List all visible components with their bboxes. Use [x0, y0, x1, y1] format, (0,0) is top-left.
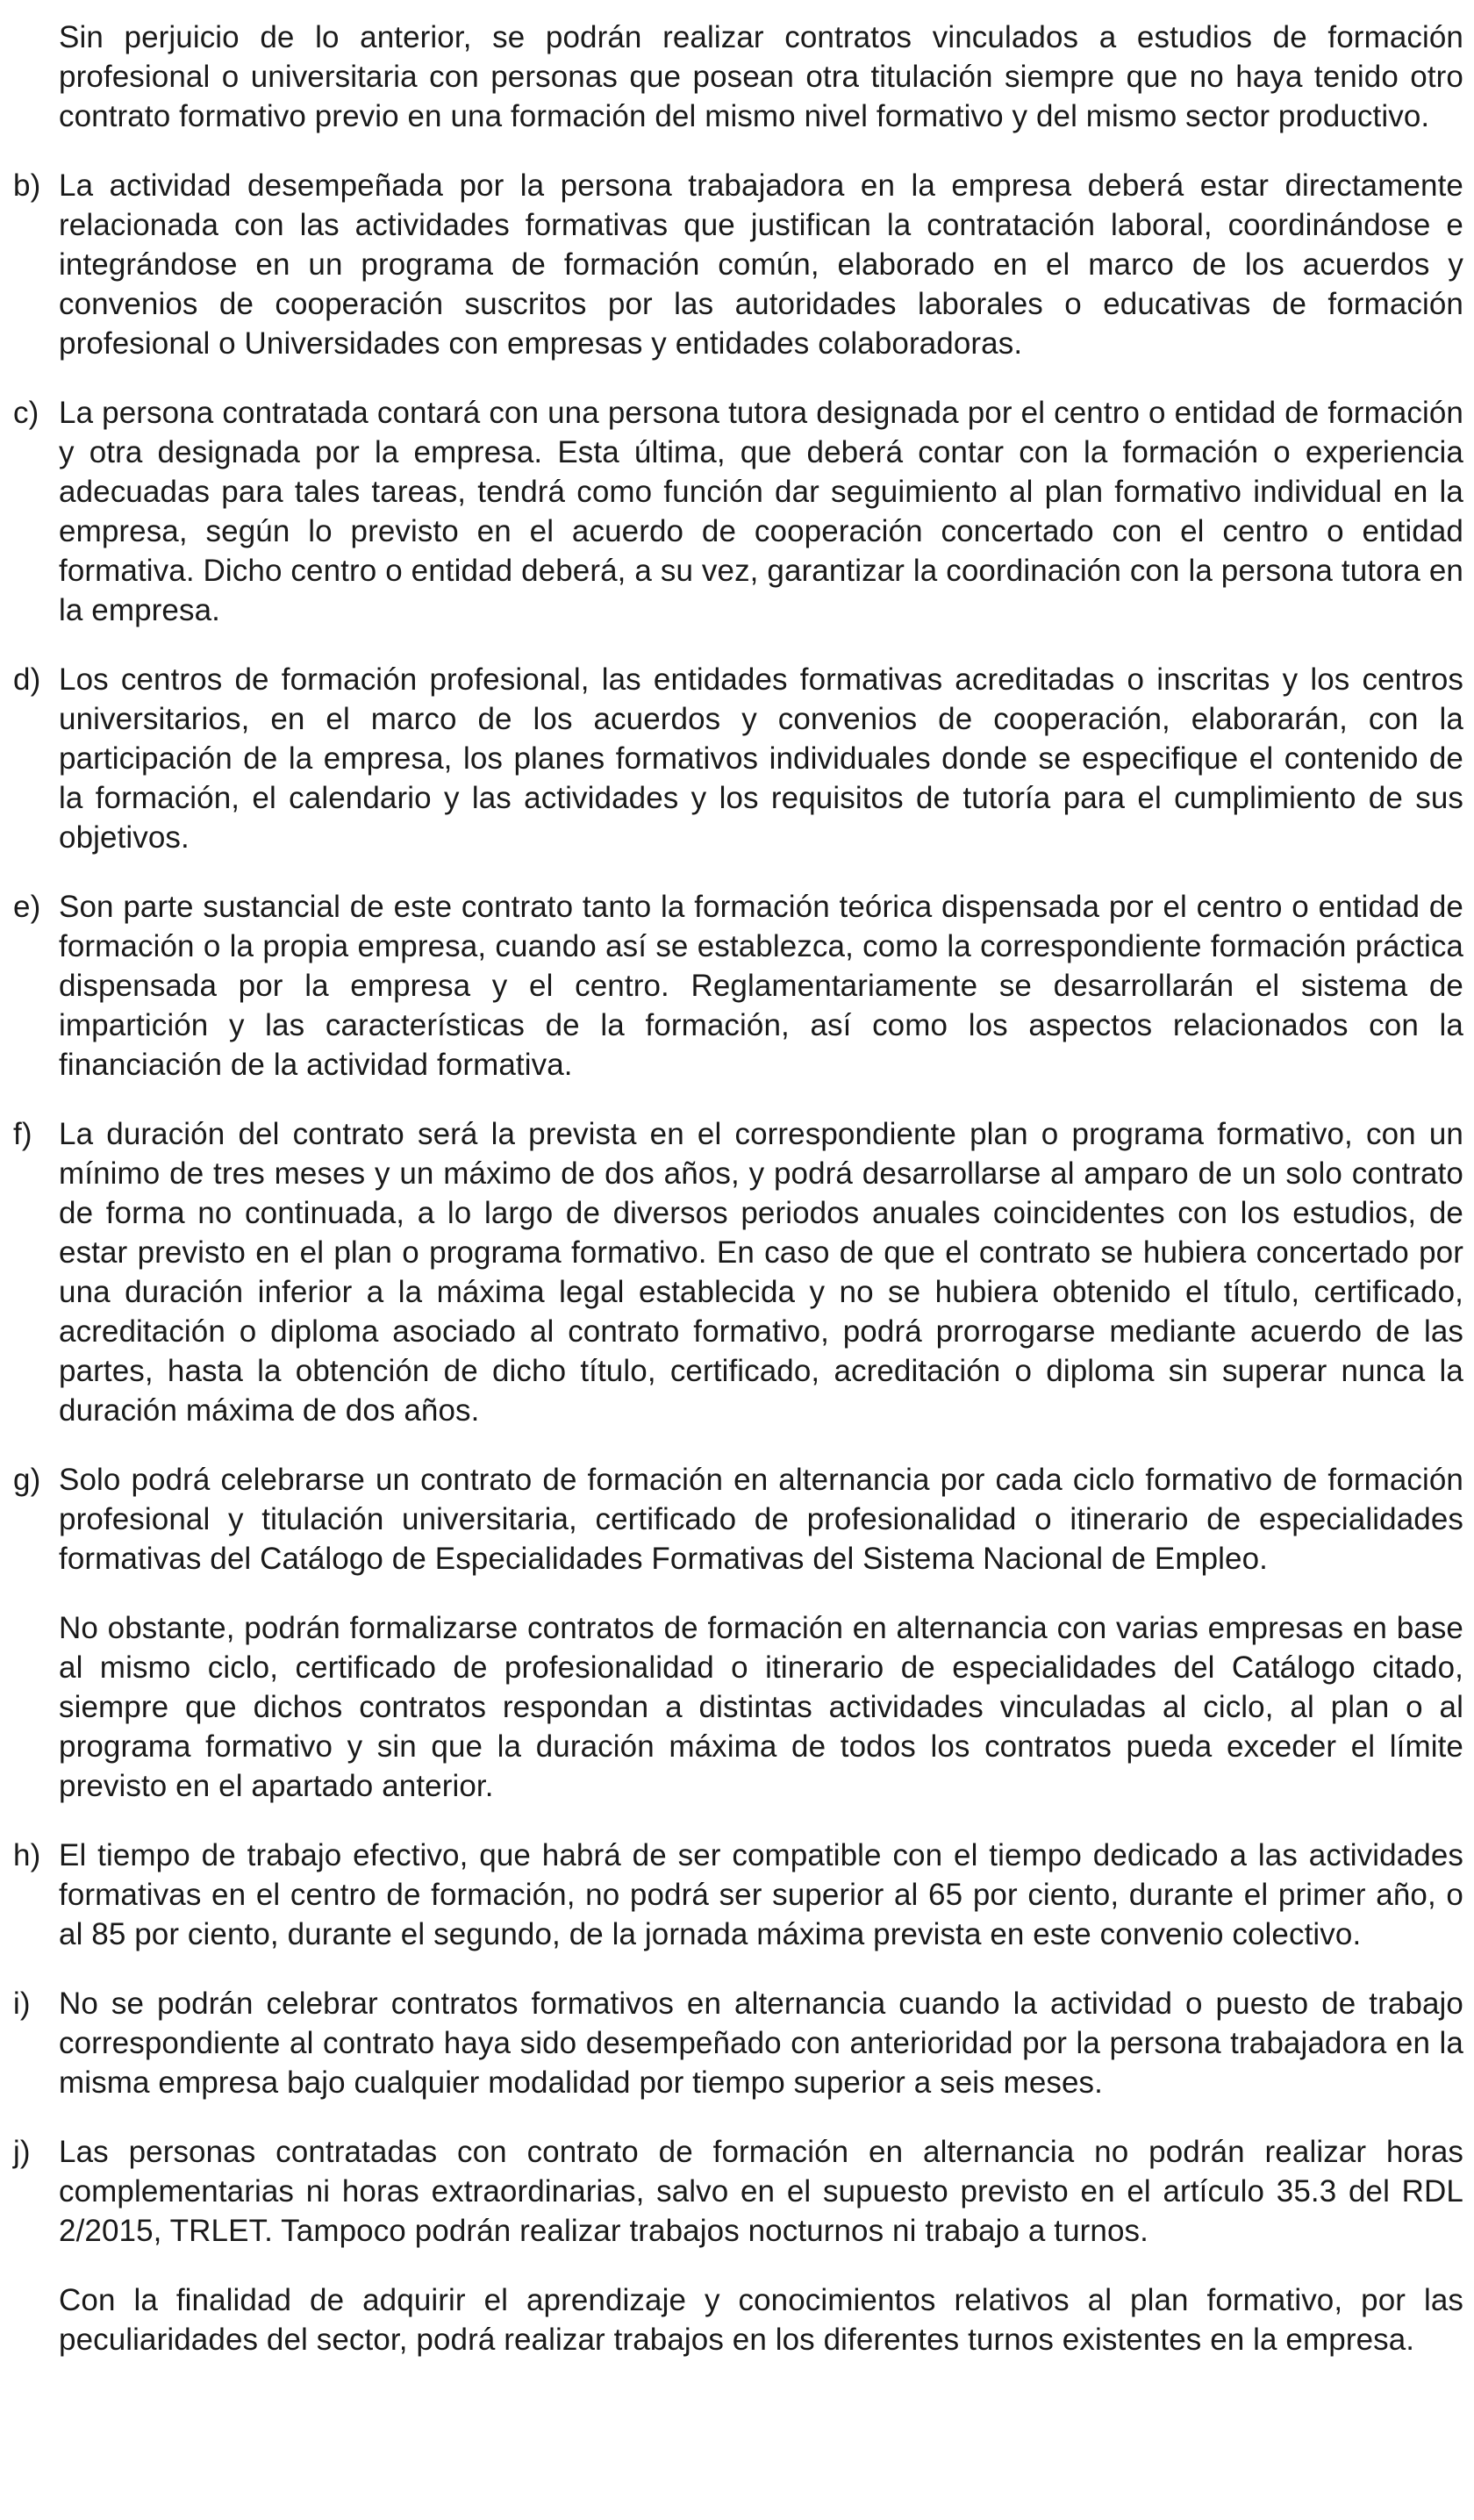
paragraph-text: Son parte sustancial de este contrato tanto la formación teórica dispensada por el centro o entidad de formación o la propia empresa, cuando así se establezca, como la correspondiente formación práctica dispensada por la empresa y el centro. Reglamentariamente se desarrollarán el sistema de impartición y las características de la formación, así como los aspectos relacionados con la financiación de la actividad formativa.	[59, 890, 1463, 1082]
paragraph-h	[13, 1836, 1463, 1954]
paragraph-letter: c)	[13, 396, 39, 430]
paragraph-j	[13, 2132, 1463, 2251]
paragraph-text: Sin perjuicio de lo anterior, se podrán realizar contratos vinculados a estudios de formación profesional o universitaria con personas que posean otra titulación siempre que no haya tenido otro contrato formativo previo en una formación del mismo nivel formativo y del mismo sector productivo.	[59, 20, 1463, 133]
paragraph-g	[13, 1460, 1463, 1579]
paragraph-j-continuation	[13, 2280, 1463, 2359]
paragraph-text: Con la finalidad de adquirir el aprendizaje y conocimientos relativos al plan formativo, por las peculiaridades del sector, podrá realizar trabajos en los diferentes turnos existentes en la empresa.	[59, 2283, 1463, 2357]
paragraph-i	[13, 1984, 1463, 2102]
paragraph-letter: j)	[13, 2135, 31, 2169]
paragraph-letter: h)	[13, 1838, 41, 1872]
paragraph-text: Las personas contratadas con contrato de formación en alternancia no podrán realizar horas complementarias ni horas extraordinarias, salvo en el supuesto previsto en el artículo 35.3 del RDL 2/2015, TRLET. Tampoco podrán realizar trabajos nocturnos ni trabajo a turnos.	[59, 2135, 1463, 2248]
paragraph-e	[13, 887, 1463, 1085]
paragraph-text: No se podrán celebrar contratos formativos en alternancia cuando la actividad o puesto de trabajo correspondiente al contrato haya sido desempeñado con anterioridad por la persona trabajadora en la misma empresa bajo cualquier modalidad por tiempo superior a seis meses.	[59, 1987, 1463, 2100]
paragraph-f	[13, 1114, 1463, 1430]
paragraph-letter: g)	[13, 1463, 41, 1497]
paragraph-letter: b)	[13, 168, 41, 203]
paragraph-letter: f)	[13, 1117, 32, 1151]
paragraph-intro	[13, 18, 1463, 136]
paragraph-c	[13, 393, 1463, 630]
paragraph-text: El tiempo de trabajo efectivo, que habrá de ser compatible con el tiempo dedicado a las actividades formativas en el centro de formación, no podrá ser superior al 65 por ciento, durante el primer año, o al 85 por ciento, durante el segundo, de la jornada máxima prevista en este convenio colectivo.	[59, 1838, 1463, 1951]
paragraph-b	[13, 166, 1463, 363]
paragraph-letter: i)	[13, 1987, 31, 2021]
paragraph-text: Los centros de formación profesional, las entidades formativas acreditadas o inscritas y los centros universitarios, en el marco de los acuerdos y convenios de cooperación, elaborarán, con la participación de la empresa, los planes formativos individuales donde se especifique el contenido de la formación, el calendario y las actividades y los requisitos de tutoría para el cumplimiento de sus objetivos.	[59, 662, 1463, 855]
paragraph-letter: d)	[13, 662, 41, 697]
paragraph-text: No obstante, podrán formalizarse contratos de formación en alternancia con varias empresas en base al mismo ciclo, certificado de profesionalidad o itinerario de especialidades del Catálogo citado, siempre que dichos contratos respondan a distintas actividades vinculadas al ciclo, al plan o al programa formativo y sin que la duración máxima de todos los contratos pueda exceder el límite previsto en el apartado anterior.	[59, 1611, 1463, 1803]
paragraph-d	[13, 660, 1463, 857]
paragraph-g-continuation	[13, 1608, 1463, 1806]
paragraph-letter: e)	[13, 890, 41, 924]
paragraph-text: La duración del contrato será la prevista en el correspondiente plan o programa formativo, con un mínimo de tres meses y un máximo de dos años, y podrá desarrollarse al amparo de un solo contrato de forma no continuada, a lo largo de diversos periodos anuales coincidentes con los estudios, de estar previsto en el plan o programa formativo. En caso de que el contrato se hubiera concertado por una duración inferior a la máxima legal establecida y no se hubiera obtenido el título, certificado, acreditación o diploma asociado al contrato formativo, podrá prorrogarse mediante acuerdo de las partes, hasta la obtención de dicho título, certificado, acreditación o diploma sin superar nunca la duración máxima de dos años.	[59, 1117, 1463, 1428]
paragraph-text: La persona contratada contará con una persona tutora designada por el centro o entidad de formación y otra designada por la empresa. Esta última, que deberá contar con la formación o experiencia adecuadas para tales tareas, tendrá como función dar seguimiento al plan formativo individual en la empresa, según lo previsto en el acuerdo de cooperación concertado con el centro o entidad formativa. Dicho centro o entidad deberá, a su vez, garantizar la coordinación con la persona tutora en la empresa.	[59, 396, 1463, 627]
paragraph-text: Solo podrá celebrarse un contrato de formación en alternancia por cada ciclo formativo de formación profesional y titulación universitaria, certificado de profesionalidad o itinerario de especialidades formativas del Catálogo de Especialidades Formativas del Sistema Nacional de Empleo.	[59, 1463, 1463, 1576]
paragraph-text: La actividad desempeñada por la persona trabajadora en la empresa deberá estar directamente relacionada con las actividades formativas que justifican la contratación laboral, coordinándose e integrándose en un programa de formación común, elaborado en el marco de los acuerdos y convenios de cooperación suscritos por las autoridades laborales o educativas de formación profesional o Universidades con empresas y entidades colaboradoras.	[59, 168, 1463, 361]
